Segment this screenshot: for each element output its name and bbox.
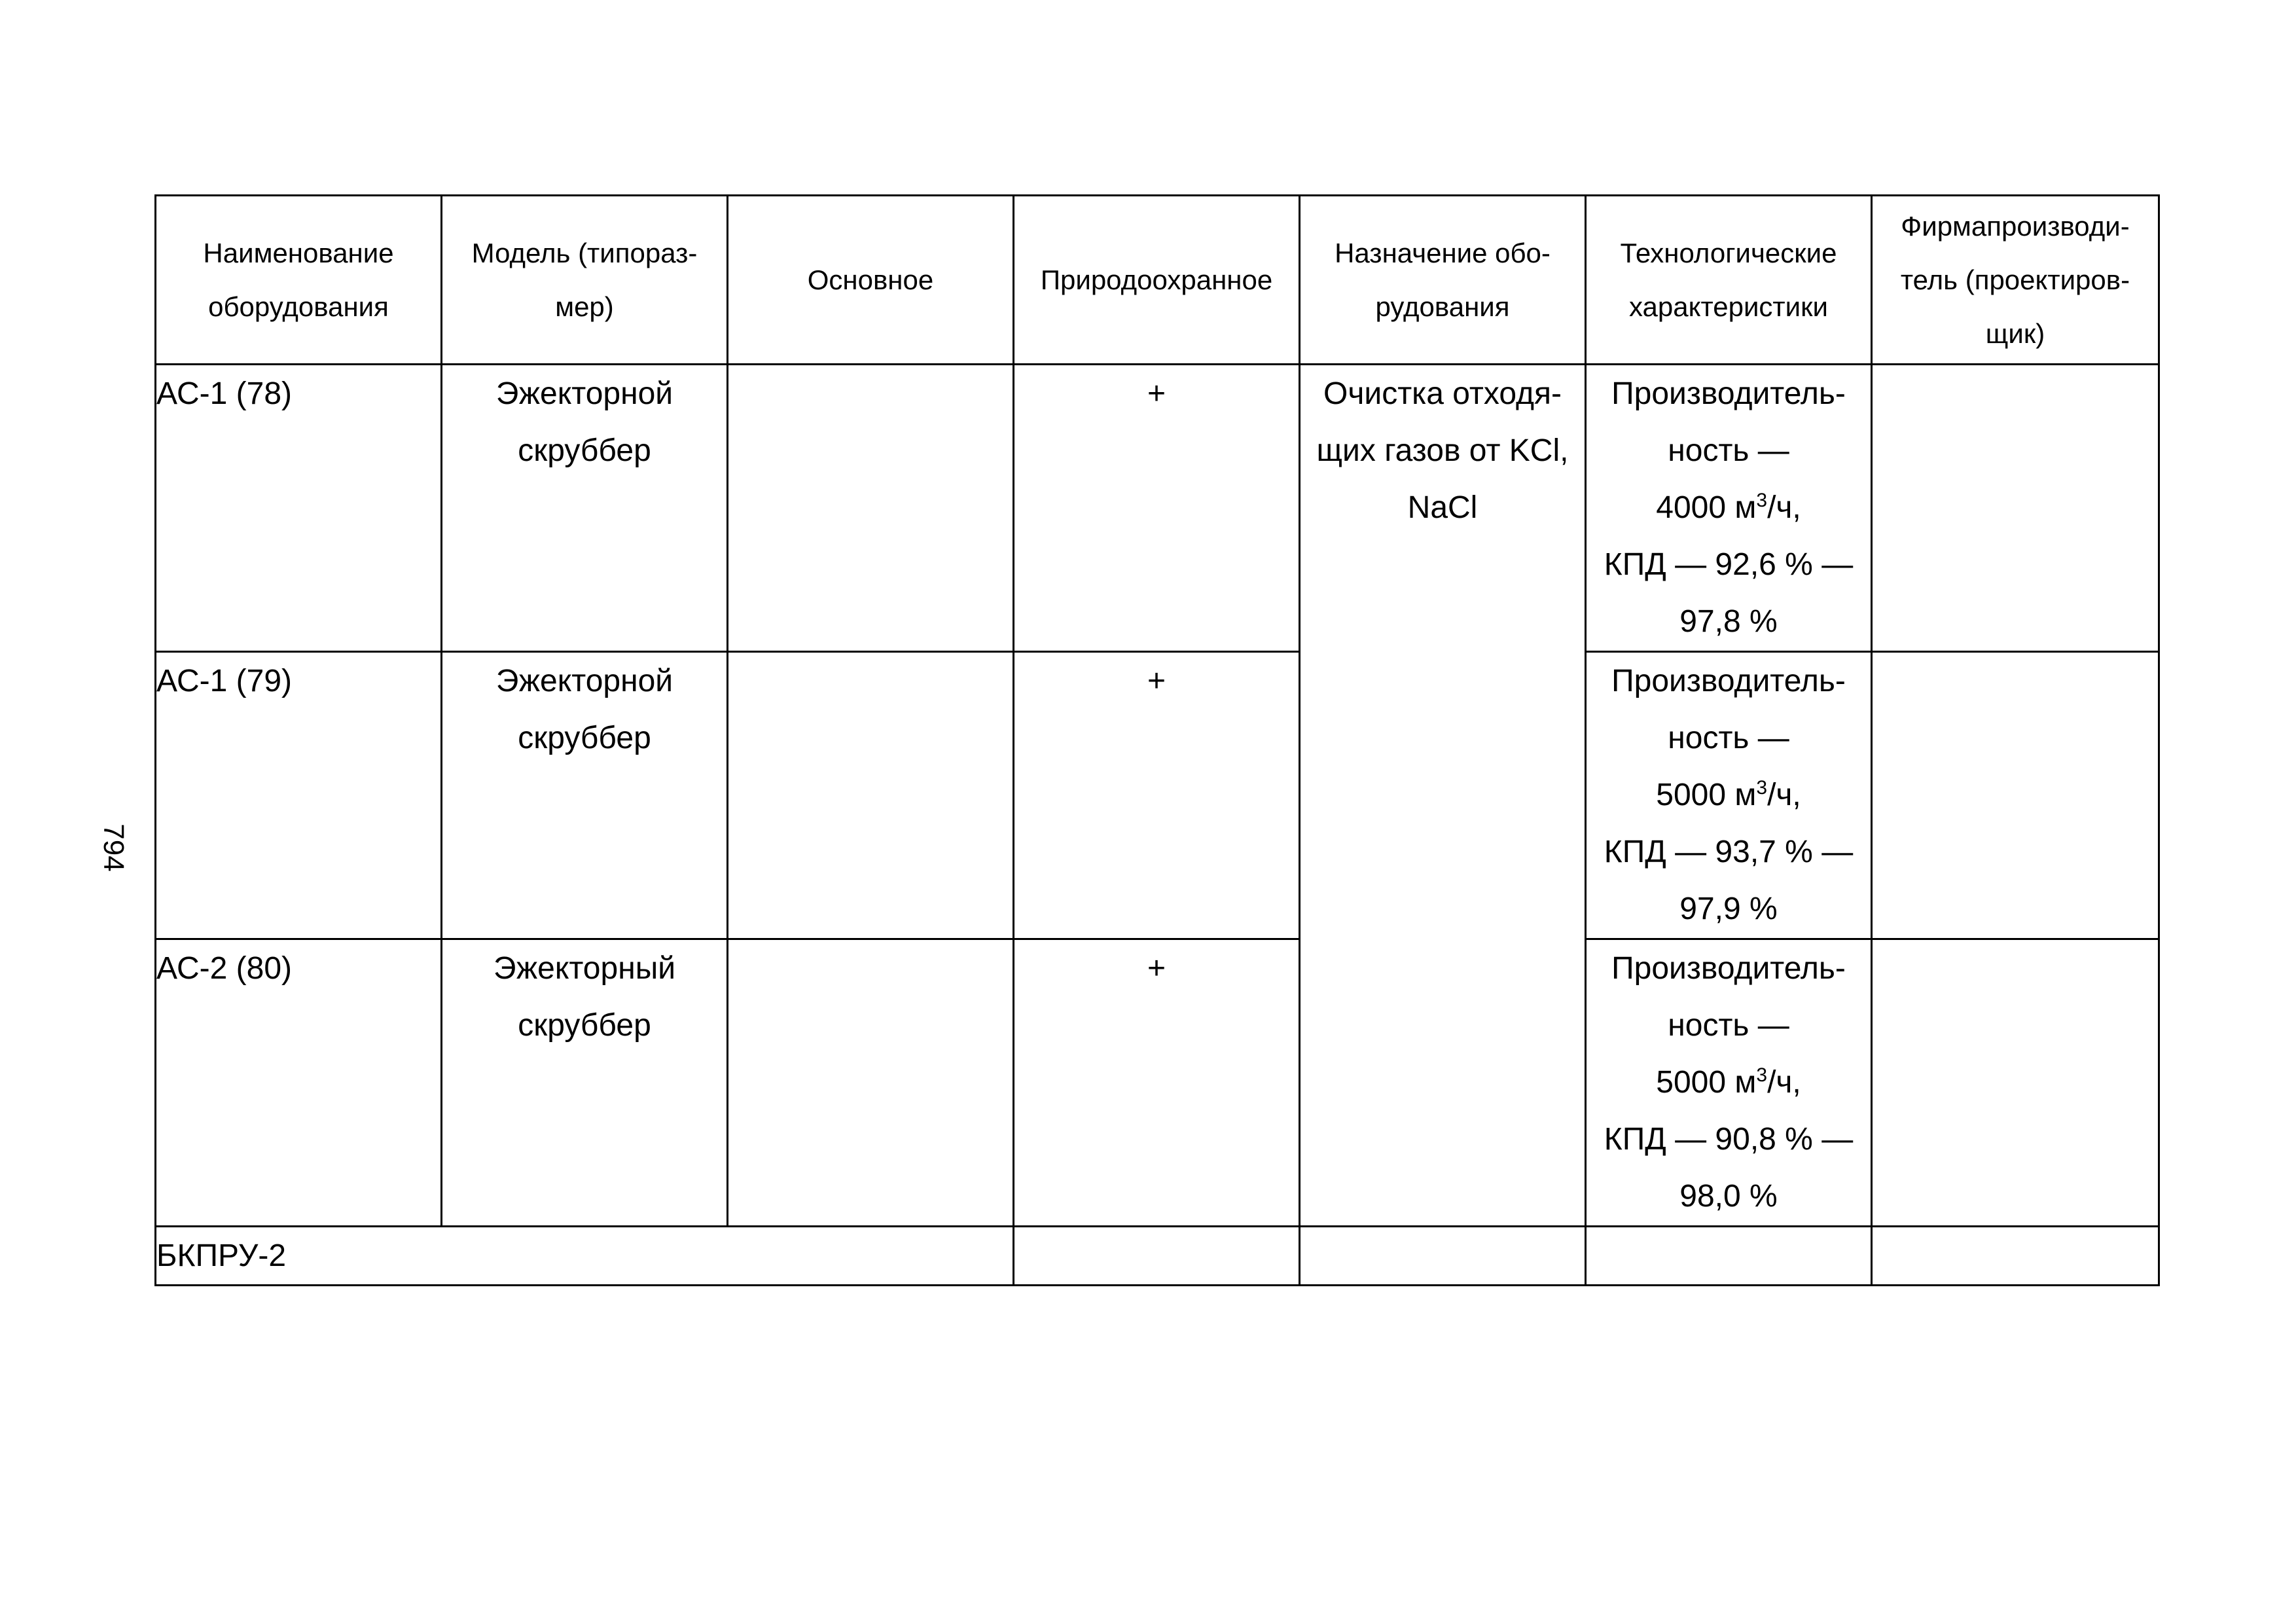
cell-purpose: Очистка отходя- щих газов от KCl, NaCl [1300,365,1586,1227]
cell-main [728,939,1014,1227]
cell-main [728,652,1014,939]
header-purpose: Назначение обо- рудования [1300,196,1586,365]
header-main: Основное [728,196,1014,365]
cell-empty [1872,1227,2159,1286]
cell-tech-characteristics: Производитель- ность — 5000 $м^3/ч$, КПД — 93,7 % — 97,9 % [1586,652,1872,939]
cell-model: Эжекторной скруббер [442,365,728,652]
cell-manufacturer [1872,939,2159,1227]
table-row-section [156,1227,2159,1286]
header-tech-characteristics: Технологические характеристики [1586,196,1872,365]
header-manufacturer: Фирмапроизводи- тель (проектиров- щик) [1872,196,2159,365]
header-equipment-name: Наименование оборудования [156,196,442,365]
header-environmental: Природоохранное [1014,196,1300,365]
cell-main [728,365,1014,652]
cell-tech-characteristics: Производитель- ность — 5000 $м^3/ч$, КПД — 90,8 % — 98,0 % [1586,939,1872,1227]
cell-manufacturer [1872,652,2159,939]
cell-manufacturer [1872,365,2159,652]
page-number: 794 [98,823,130,872]
cell-environmental: + [1014,365,1300,652]
cell-section-label: БКПРУ-2 [156,1227,1014,1286]
equipment-table [154,194,2160,1286]
cell-tech-characteristics: Производитель- ность — 4000 $м^3/ч$, КПД — 92,6 % — 97,8 % [1586,365,1872,652]
cell-empty [1014,1227,1300,1286]
table-header-row [156,196,2159,365]
cell-empty [1300,1227,1586,1286]
cell-equipment-name: АС-2 (80) [156,939,442,1227]
table-row [156,939,2159,1227]
cell-environmental: + [1014,652,1300,939]
cell-equipment-name: АС-1 (79) [156,652,442,939]
cell-model: Эжекторной скруббер [442,652,728,939]
table-row [156,652,2159,939]
table-row [156,365,2159,652]
cell-empty [1586,1227,1872,1286]
cell-environmental: + [1014,939,1300,1227]
cell-model: Эжекторный скруббер [442,939,728,1227]
header-model: Модель (типораз- мер) [442,196,728,365]
cell-equipment-name: АС-1 (78) [156,365,442,652]
